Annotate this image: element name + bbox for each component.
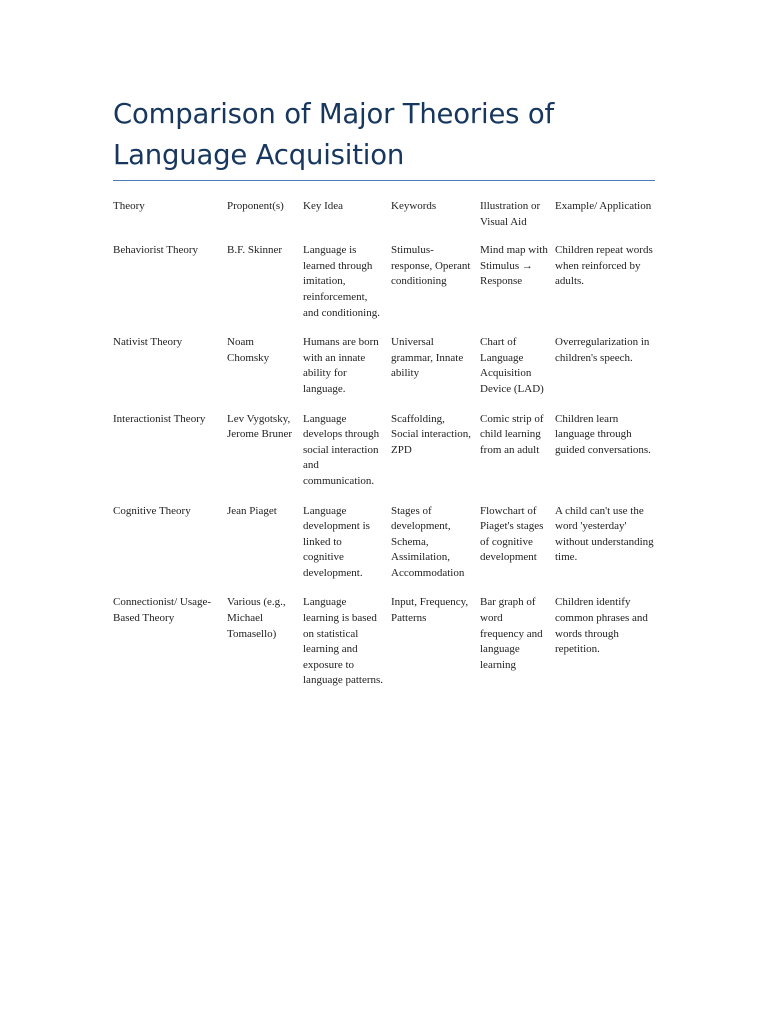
cell-theory: Connectionist/ Usage-Based Theory (113, 596, 212, 625)
title-divider (113, 180, 655, 181)
cell-theory: Interactionist Theory (113, 412, 206, 425)
cell-proponents: Lev Vygotsky, Jerome Bruner (227, 412, 293, 441)
cell-illustration: Mind map with Stimulus → Response (480, 244, 548, 288)
cell-illustration: Flowchart of Piaget's stages of cognitive development (480, 504, 544, 564)
table-row (110, 243, 662, 335)
table-row (110, 595, 662, 703)
cell-theory: Nativist Theory (113, 336, 183, 349)
table-header-row (110, 199, 662, 243)
cell-proponents: Various (e.g., Michael Tomasello) (227, 596, 286, 640)
cell-theory: Cognitive Theory (113, 504, 191, 517)
table-row (110, 335, 662, 411)
cell-keywords: Universal grammar, Innate ability (391, 336, 464, 380)
cell-example: Children identify common phrases and words through repetition. (555, 596, 648, 656)
table-row (110, 412, 662, 504)
cell-example: Children repeat words when reinforced by adults. (555, 244, 653, 288)
cell-key-idea: Humans are born with an innate ability for language. (303, 336, 379, 395)
cell-key-idea: Language learning is based on statistical learning and exposure to language patterns. (303, 596, 384, 687)
cell-example: Overregularization in children's speech. (555, 336, 650, 364)
cell-keywords: Scaffolding, Social interaction, ZPD (391, 412, 472, 456)
cell-proponents: Noam Chomsky (227, 336, 270, 364)
theories-comparison-table (110, 199, 662, 703)
cell-theory: Behaviorist Theory (113, 244, 199, 257)
page-title: Comparison of Major Theories of Language Acquisition (113, 98, 554, 171)
header-key-idea: Key Idea (303, 200, 344, 212)
cell-proponents: Jean Piaget (227, 504, 277, 517)
cell-illustration: Chart of Language Acquisition Device (LAD) (480, 336, 544, 395)
header-proponents: Proponent(s) (227, 200, 284, 212)
cell-keywords: Input, Frequency, Patterns (391, 596, 469, 625)
header-example: Example/ Application (555, 200, 652, 212)
cell-illustration: Bar graph of word frequency and language learning (480, 596, 543, 671)
cell-keywords: Stimulus-response, Operant conditioning (391, 244, 471, 288)
cell-proponents: B.F. Skinner (227, 244, 283, 257)
header-keywords: Keywords (391, 200, 437, 212)
cell-key-idea: Language is learned through imitation, reinforcement, and conditioning. (303, 244, 380, 319)
cell-illustration: Comic strip of child learning from an adult (480, 412, 544, 456)
header-illustration: Illustration or Visual Aid (480, 200, 541, 228)
cell-key-idea: Language development is linked to cognitive development. (303, 504, 370, 579)
cell-example: Children learn language through guided conversations. (555, 412, 651, 456)
cell-keywords: Stages of development, Schema, Assimilation, Accommodation (391, 504, 465, 579)
table-row (110, 504, 662, 596)
header-theory: Theory (113, 200, 145, 212)
cell-key-idea: Language develops through social interaction and communication. (303, 412, 380, 487)
cell-example: A child can't use the word 'yesterday' without understanding time. (555, 504, 654, 564)
